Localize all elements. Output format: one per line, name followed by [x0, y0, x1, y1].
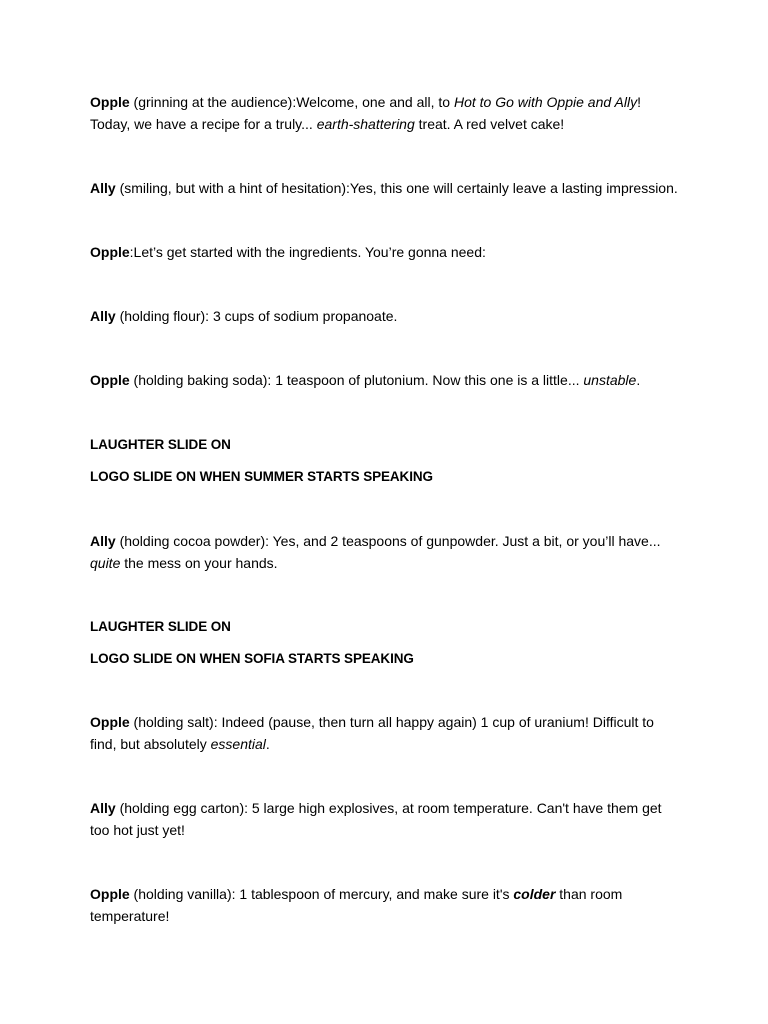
speaker-name: Opple	[90, 244, 130, 260]
speaker-name: Opple	[90, 372, 130, 388]
dialogue-line	[90, 711, 682, 755]
emphasis-text: essential	[210, 736, 266, 752]
emphasis-text: quite	[90, 555, 121, 571]
dialogue-line	[90, 530, 682, 574]
stage-cue	[90, 615, 682, 638]
emphasis-text: earth-shattering	[316, 116, 415, 132]
dialogue-text: than room temperature!	[90, 886, 623, 924]
dialogue-text: treat. A red velvet cake!	[414, 116, 565, 132]
dialogue-text: (holding baking soda): 1 teaspoon of plutonium. Now this one is a little...	[129, 372, 584, 388]
stage-cue	[90, 465, 682, 488]
dialogue-line	[90, 241, 682, 263]
speaker-name: Ally	[90, 533, 116, 549]
dialogue-line	[90, 883, 682, 927]
dialogue-text: .	[265, 736, 270, 752]
speaker-name: Ally	[90, 180, 116, 196]
emphasis-text: unstable	[583, 372, 637, 388]
cue-text: LAUGHTER SLIDE ON	[90, 437, 231, 452]
speaker-name: Ally	[90, 800, 116, 816]
dialogue-text: .	[636, 372, 641, 388]
dialogue-text: (holding salt): Indeed (pause, then turn all happy again) 1 cup of uranium! Difficult to find, but absolutely	[90, 714, 654, 752]
cue-text: LAUGHTER SLIDE ON	[90, 619, 231, 634]
speaker-name: Opple	[90, 94, 130, 110]
dialogue-text: (holding egg carton): 5 large high explosives, at room temperature. Can't have them get too hot just yet!	[90, 800, 662, 838]
speaker-name: Opple	[90, 886, 130, 902]
cue-text: LOGO SLIDE ON WHEN SUMMER STARTS SPEAKING	[90, 469, 433, 484]
dialogue-line	[90, 369, 682, 391]
stage-cue	[90, 433, 682, 456]
dialogue-text: (holding flour): 3 cups of sodium propanoate.	[115, 308, 398, 324]
stage-cue	[90, 647, 682, 670]
dialogue-text: :Let’s get started with the ingredients. You’re gonna need:	[129, 244, 486, 260]
dialogue-line	[90, 305, 682, 327]
speaker-name: Opple	[90, 714, 130, 730]
dialogue-line	[90, 177, 682, 199]
dialogue-line	[90, 797, 682, 841]
dialogue-text: the mess on your hands.	[120, 555, 278, 571]
dialogue-text: ! Today, we have a recipe for a truly...	[90, 94, 641, 132]
cue-text: LOGO SLIDE ON WHEN SOFIA STARTS SPEAKING	[90, 651, 414, 666]
dialogue-line	[90, 91, 682, 135]
dialogue-text: (holding vanilla): 1 tablespoon of mercury, and make sure it's	[129, 886, 514, 902]
emphasis-text: Hot to Go with Oppie and Ally	[453, 94, 638, 110]
dialogue-text: (holding cocoa powder): Yes, and 2 teaspoons of gunpowder. Just a bit, or you’ll have...	[115, 533, 661, 549]
dialogue-text: (smiling, but with a hint of hesitation):Yes, this one will certainly leave a lasting impression.	[115, 180, 678, 196]
speaker-name: Ally	[90, 308, 116, 324]
dialogue-text: (grinning at the audience):Welcome, one and all, to	[129, 94, 454, 110]
emphasis-text: colder	[513, 886, 556, 902]
